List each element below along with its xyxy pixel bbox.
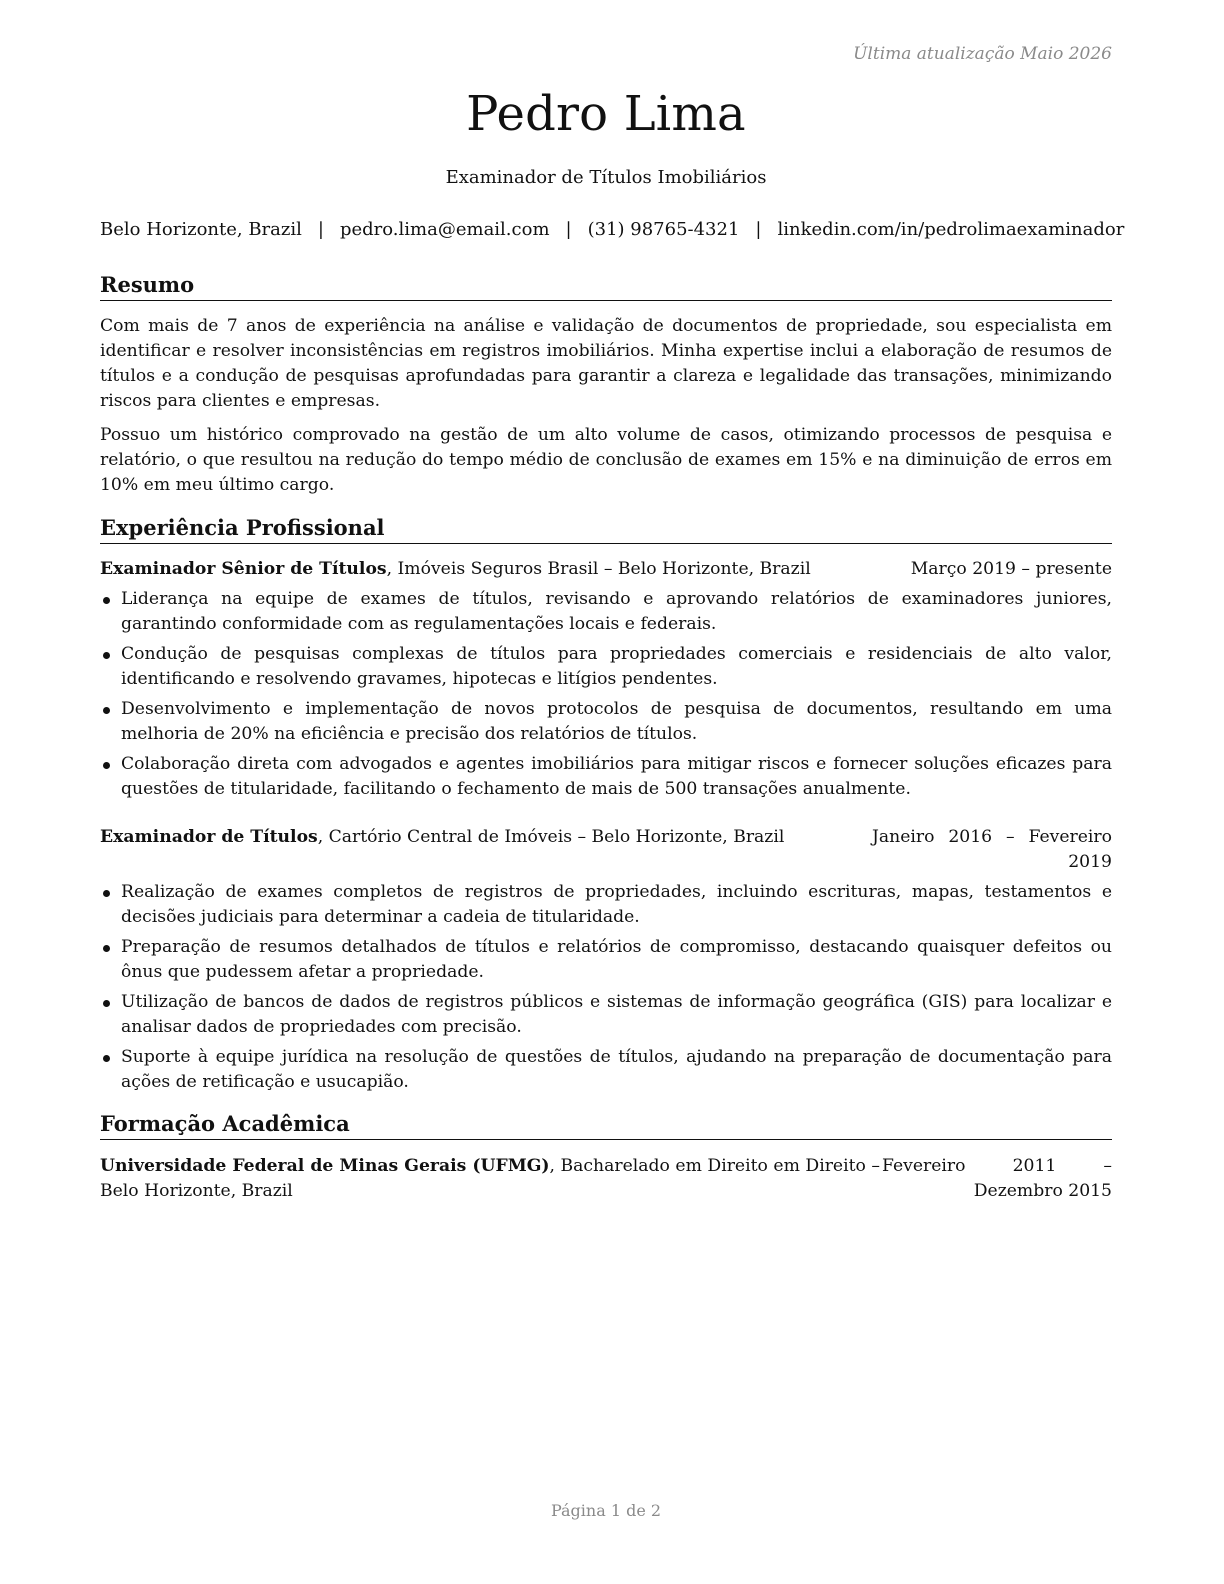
contact-separator: | <box>755 219 762 240</box>
list-item <box>100 990 1112 1040</box>
bullet-icon <box>103 890 110 897</box>
contact-line <box>100 219 1125 240</box>
bullet-text: Colaboração direta com advogados e agentes imobiliários para mitigar riscos e fornecer soluções eficazes para questões de titularidade, facilitando o fechamento de mais de 500 transações anualmente. <box>121 754 1112 799</box>
job-dates: Janeiro 2016 – Fevereiro 2019 <box>872 827 1112 872</box>
last-updated: Última atualização Maio 2026 <box>853 44 1112 64</box>
summary-paragraph: Com mais de 7 anos de experiência na análise e validação de documentos de propriedade, sou especialista em identificar e resolver inconsistências em registros imobiliários. Minha expertise inclui a elaboração de resumos de títulos e a condução de pesquisas aprofundadas para garantir a clareza e legalidade das transações, minimizando riscos para clientes e empresas. <box>100 316 1112 411</box>
contact-separator: | <box>565 219 572 240</box>
list-item <box>100 935 1112 985</box>
education-institution: Universidade Federal de Minas Gerais (UFMG) <box>100 1156 550 1176</box>
job-role: Examinador de Títulos <box>100 827 318 847</box>
bullet-text: Utilização de bancos de dados de registros públicos e sistemas de informação geográfica (GIS) para localizar e analisar dados de propriedades com precisão. <box>121 992 1112 1037</box>
list-item <box>100 697 1112 747</box>
contact-location: Belo Horizonte, Brazil <box>100 219 302 240</box>
job-company: , Imóveis Seguros Brasil – Belo Horizonte, Brazil <box>386 559 811 579</box>
bullet-icon <box>103 1055 110 1062</box>
bullet-icon <box>103 597 110 604</box>
list-item <box>100 880 1112 930</box>
bullet-text: Condução de pesquisas complexas de títulos para propriedades comerciais e residenciais de alto valor, identificando e resolvendo gravames, hipotecas e litígios pendentes. <box>121 644 1112 689</box>
contact-linkedin[interactable]: linkedin.com/in/pedrolimaexaminador <box>777 219 1125 240</box>
job-header <box>100 825 1112 872</box>
contact-separator: | <box>317 219 324 240</box>
summary-paragraph: Possuo um histórico comprovado na gestão de um alto volume de casos, otimizando processos de pesquisa e relatório, o que resultou na redução do tempo médio de conclusão de exames em 15% e na diminuição de erros em 10% em meu último cargo. <box>100 425 1112 495</box>
list-item <box>100 587 1112 637</box>
job-title: Examinador de Títulos Imobiliários <box>445 167 767 188</box>
education-degree: , Bacharelado em Direito em Direito – Belo Horizonte, Brazil <box>100 1156 880 1201</box>
section-heading-education: Formação Acadêmica <box>100 1110 1112 1140</box>
bullet-icon <box>103 652 110 659</box>
job-dates: Março 2019 – presente <box>910 559 1112 579</box>
section-heading-summary: Resumo <box>100 271 1112 301</box>
education-dates: Fevereiro 2011 – Dezembro 2015 <box>882 1156 1112 1201</box>
job-role: Examinador Sênior de Títulos <box>100 559 387 579</box>
list-item <box>100 1045 1112 1095</box>
job-company: , Cartório Central de Imóveis – Belo Horizonte, Brazil <box>317 827 785 847</box>
bullet-text: Desenvolvimento e implementação de novos protocolos de pesquisa de documentos, resultando em uma melhoria de 20% na eficiência e precisão dos relatórios de títulos. <box>121 699 1112 744</box>
page-number: Página 1 de 2 <box>550 1501 662 1520</box>
job-header <box>100 557 1112 582</box>
section-heading-experience: Experiência Profissional <box>100 514 1112 544</box>
bullet-text: Preparação de resumos detalhados de títulos e relatórios de compromisso, destacando quaisquer defeitos ou ônus que pudessem afetar a propriedade. <box>121 937 1112 982</box>
bullet-icon <box>103 945 110 952</box>
bullet-icon <box>103 762 110 769</box>
job-bullet-list <box>100 880 1112 1100</box>
candidate-name: Pedro Lima <box>466 86 746 142</box>
bullet-text: Realização de exames completos de registros de propriedades, incluindo escrituras, mapas, testamentos e decisões judiciais para determinar a cadeia de titularidade. <box>121 882 1112 927</box>
contact-phone: (31) 98765-4321 <box>587 219 740 240</box>
bullet-icon <box>103 1000 110 1007</box>
list-item <box>100 752 1112 802</box>
bullet-text: Liderança na equipe de exames de títulos, revisando e aprovando relatórios de examinadores juniores, garantindo conformidade com as regulamentações locais e federais. <box>121 589 1112 634</box>
list-item <box>100 642 1112 692</box>
bullet-icon <box>103 707 110 714</box>
contact-email[interactable]: pedro.lima@email.com <box>339 219 550 240</box>
job-bullet-list <box>100 587 1112 807</box>
bullet-text: Suporte à equipe jurídica na resolução de questões de títulos, ajudando na preparação de documentação para ações de retificação e usucapião. <box>121 1047 1112 1092</box>
education-entry <box>100 1154 880 1204</box>
resume-page <box>100 0 1125 1584</box>
